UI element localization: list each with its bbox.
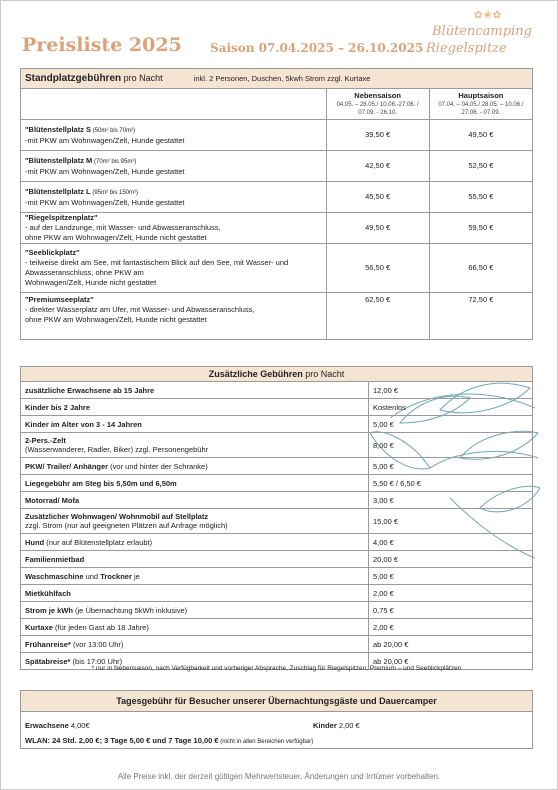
spot-name: "Premiumseeplatz" (25, 295, 94, 304)
fee-label: PKW/ Trailer/ Anhänger (25, 461, 109, 471)
neben-dates: 04.05. – 28.05./ 10.06.-27.06. / 07.09. - 26.10. (336, 101, 419, 116)
fee-note: (bis 17:00 Uhr) (70, 656, 123, 666)
fee-label: Kinder bis 2 Jahre (25, 402, 91, 412)
fee-note: (Wasserwanderer, Radler, Biker) zzgl. Personengebühr (25, 445, 209, 454)
fee-note-2: je (131, 571, 140, 581)
table-row (21, 636, 533, 653)
haupt-price: 49,50 € (429, 120, 532, 151)
haupt-dates: 07.04. – 04.05./ 28.05. – 10.06./ 27.06. - 07.09. (438, 101, 524, 116)
table-row (21, 458, 533, 475)
haupt-price: 72,50 € (429, 293, 532, 340)
erwachsene-value: 4,00€ (68, 721, 90, 730)
neben-price: 42,50 € (326, 151, 429, 182)
neben-price: 62,50 € (326, 293, 429, 340)
zusatz-header (21, 367, 533, 382)
season-dates: Saison 07.04.2025 – 26.10.2025 (210, 41, 424, 55)
logo (420, 8, 540, 66)
spot-name: "Blütenstellplatz S (25, 124, 92, 134)
fee-label: zusätzliche Erwachsene ab 15 Jahre (25, 385, 155, 395)
neben-price: 45,50 € (326, 182, 429, 213)
spot-desc: - direkter Wasserplatz am Ufer, mit Wasser- und Abwasseranschluss, (25, 305, 255, 314)
fee-value: Kostenlos (369, 399, 533, 416)
fee-value: 0,75 € (369, 602, 533, 619)
fee-value: 2,00 € (369, 619, 533, 636)
tages-table (20, 690, 533, 749)
neben-price: 49,50 € (326, 213, 429, 244)
table-row (21, 182, 533, 213)
fee-note: (für jeden Gast ab 18 Jahre) (52, 622, 149, 632)
spot-name: "Blütenstellplatz M (25, 155, 93, 165)
fee-value: 5,00 € (369, 416, 533, 433)
kinder-value: 2,00 € (336, 721, 360, 730)
fee-value: 5,00 € (369, 458, 533, 475)
footer-disclaimer: Alle Preise inkl. der derzeit gültigen Mehrwertsteuer. Änderungen und Irrtümer vorbehalten. (117, 772, 441, 781)
wlan-label: WLAN: 24 Std. 2,00 €; 3 Tage 5,00 € und 7 Tage 10,00 € (25, 736, 219, 745)
spot-desc: - teilweise direkt am See, mit fantastischem Blick auf den See, mit Wasser- und Abwasseranschluss, ohne PKW am (25, 258, 289, 277)
fee-label: Kurtaxe (25, 622, 53, 632)
fee-value: ab 20,00 € (369, 636, 533, 653)
table-row (21, 534, 533, 551)
table-row (21, 433, 533, 458)
fee-value: 15,00 € (369, 509, 533, 534)
spot-size: (70m² bis 95m²) (92, 158, 137, 165)
haupt-price: 59,50 € (429, 213, 532, 244)
table-row (21, 399, 533, 416)
table-row (21, 551, 533, 568)
page-title: Preisliste 2025 (22, 34, 182, 56)
fee-label: Strom je kWh (25, 605, 73, 615)
fee-label: Waschmaschine (25, 571, 84, 581)
spot-name: "Blütenstellplatz L (25, 186, 91, 196)
fee-label: 2-Pers.-Zelt (25, 436, 66, 445)
haupt-price: 52,50 € (429, 151, 532, 182)
spot-desc-2: ohne PKW am Wohnwagen/Zelt, Hunde nicht gestattet (25, 233, 207, 242)
table-row (21, 585, 533, 602)
fee-value: 2,00 € (369, 585, 533, 602)
fee-note: und (83, 571, 101, 581)
neben-label: Nebensaison (354, 90, 401, 100)
spot-name: "Seeblickplatz" (25, 248, 80, 257)
fee-note: (vor und hinter der Schranke) (108, 461, 208, 471)
fee-label: Familienmietbad (25, 554, 85, 564)
table-row (21, 619, 533, 636)
fee-note: (vor 13:00 Uhr) (70, 639, 124, 649)
fee-value: 5,00 € (369, 568, 533, 585)
table-row (21, 568, 533, 585)
standplatz-included: inkl. 2 Personen, Duschen, 5kwh Strom zzgl. Kurtaxe (193, 74, 371, 83)
table-row (21, 712, 533, 734)
logo-line-1: Blütencamping (432, 24, 532, 39)
fee-label: Mietkühlfach (25, 588, 71, 598)
season-header-row (21, 89, 533, 120)
table-row (21, 151, 533, 182)
erwachsene-label: Erwachsene (25, 721, 69, 730)
haupt-price: 66,50 € (429, 244, 532, 293)
haupt-price: 55,50 € (429, 182, 532, 213)
fee-label: Motorrad/ Mofa (25, 495, 80, 505)
spot-desc: -mit PKW am Wohnwagen/Zelt, Hunde gestattet (25, 166, 185, 176)
spot-desc: -mit PKW am Wohnwagen/Zelt, Hunde gestattet (25, 135, 185, 145)
standplatz-header (21, 69, 533, 89)
spot-desc-2: ohne PKW am Wohnwagen/Zelt, Hunde nicht gestattet (25, 315, 207, 324)
fee-label: Kinder im Alter von 3 - 14 Jahren (25, 419, 142, 429)
zusatz-title-rest: pro Nacht (302, 369, 345, 379)
fee-label: Liegegebühr am Steg bis 5,50m und 6,50m (25, 478, 177, 488)
fee-value: 20,00 € (369, 551, 533, 568)
spot-name: "Riegelspitzenplatz" (25, 213, 98, 222)
flower-icon: ✿❀✿ (474, 10, 503, 21)
wlan-note: (nicht in allen Bereichen verfügbar) (218, 739, 314, 745)
standplatz-title-rest: pro Nacht (121, 73, 163, 83)
neben-price: 56,50 € (326, 244, 429, 293)
spot-desc: -mit PKW am Wohnwagen/Zelt, Hunde gestattet (25, 197, 185, 207)
fee-value: 3,00 € (369, 492, 533, 509)
spot-size: (50m² bis 70m²) (91, 127, 136, 134)
fee-note: (je Übernachtung 5kWh inklusive) (72, 605, 188, 615)
table-row (21, 416, 533, 433)
fee-label: Zusätzlicher Wohnwagen/ Wohnmobil auf Stellplatz (25, 512, 209, 521)
table-row (21, 120, 533, 151)
fee-value: 4,00 € (369, 534, 533, 551)
table-row (21, 293, 533, 340)
zusatz-title: Zusätzliche Gebühren (208, 369, 303, 379)
fee-value: 8,00 € (369, 433, 533, 458)
spot-desc-2: Wohnwagen/Zelt, Hunde nicht gestattet (25, 278, 157, 287)
fee-value: 12,00 € (369, 382, 533, 399)
table-row (21, 213, 533, 244)
table-row (21, 602, 533, 619)
standplatz-title: Standplatzgebühren (25, 73, 122, 84)
fee-value: 5,50 € / 6,50 € (369, 475, 533, 492)
fee-note: (nur auf Blütenstellplatz erlaubt) (44, 537, 153, 547)
table-row (21, 382, 533, 399)
spot-desc: - auf der Landzunge, mit Wasser- und Abwasseranschluss, (25, 223, 221, 232)
haupt-label: Hauptsaison (458, 90, 504, 100)
zusatz-table (20, 366, 533, 670)
tages-header (21, 691, 533, 712)
table-row (21, 475, 533, 492)
fee-label-2: Trockner (100, 571, 132, 581)
fee-label: Spätabreise* (25, 656, 71, 666)
fee-note: zzgl. Strom (nur auf geeigneten Plätzen auf Anfrage möglich) (25, 521, 228, 530)
kinder-label: Kinder (313, 721, 337, 730)
fee-label: Hund (25, 537, 45, 547)
table-row (21, 509, 533, 534)
neben-price: 39,50 € (326, 120, 429, 151)
table-row (21, 492, 533, 509)
logo-line-2: Riegelspitze (426, 41, 507, 56)
footnote: * nur in Nebensaison, nach Verfügbarkeit und vorheriger Absprache, Zuschlag für Riegelspitzen, Premium – und Seeblickplätzen (91, 665, 462, 672)
spot-size: (95m² bis 150m²) (90, 189, 138, 196)
fee-label: Frühanreise* (25, 639, 71, 649)
table-row (21, 244, 533, 293)
fee-value: ab 20,00 € (369, 653, 533, 670)
standplatz-table (20, 68, 533, 340)
tages-title: Tagesgebühr für Besucher unserer Übernachtungsgäste und Dauercamper (21, 691, 533, 712)
table-row (21, 733, 533, 749)
